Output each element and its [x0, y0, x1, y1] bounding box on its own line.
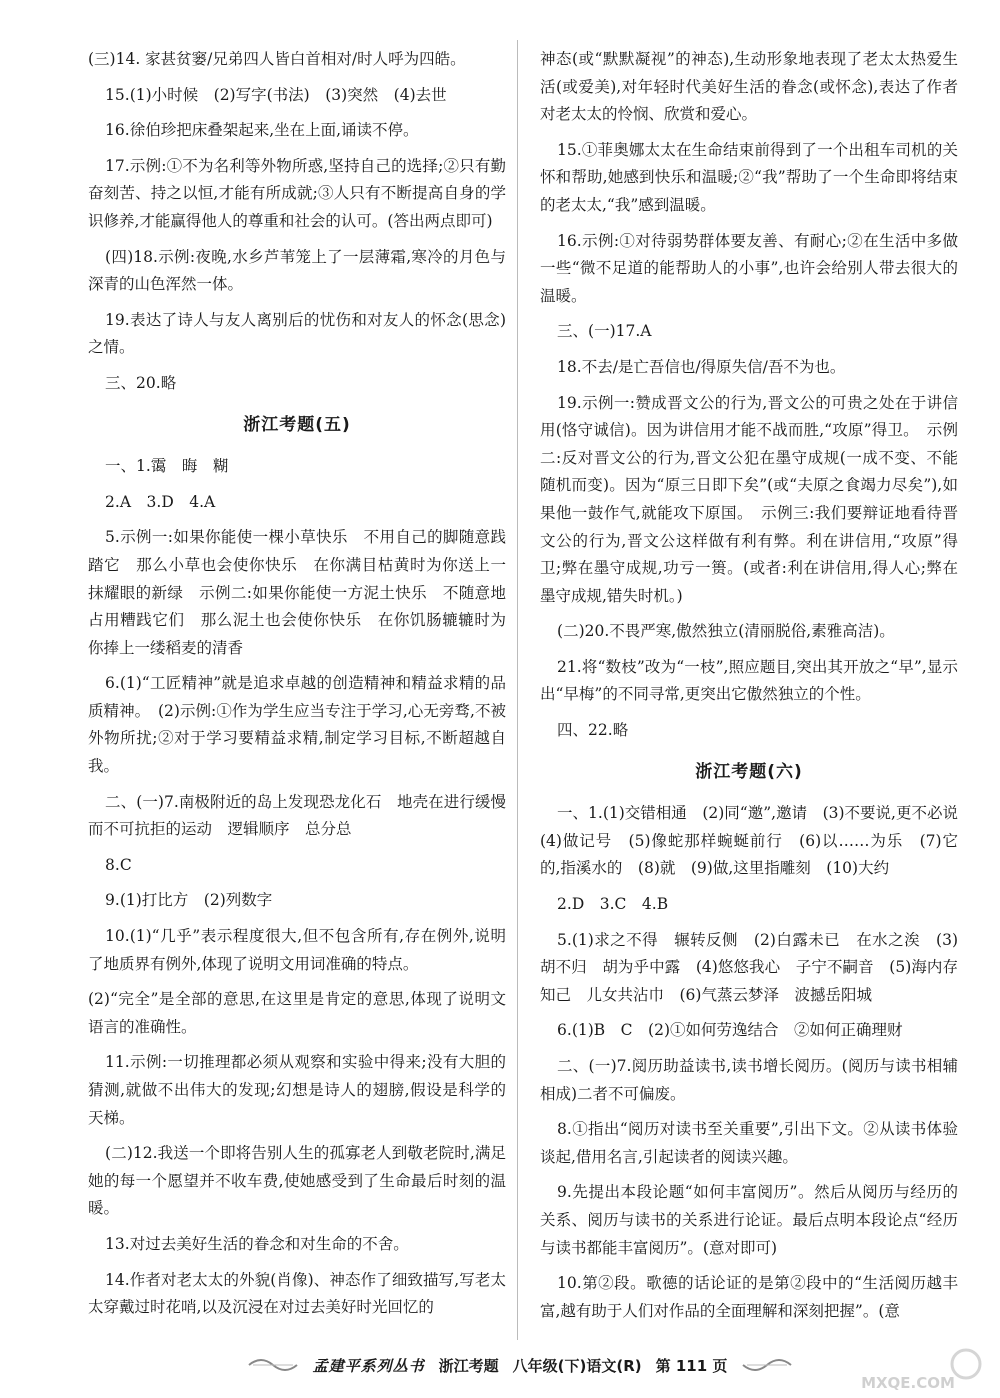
- answer-paragraph: 三、(一)17.A: [557, 322, 652, 341]
- answer-paragraph: 四、22.略: [557, 721, 629, 740]
- answer-paragraph: (四)18.示例:夜晚,水乡芦苇笼上了一层薄霜,寒冷的月色与深青的山色浑然一体。: [88, 247, 506, 294]
- right-column: [540, 46, 974, 1333]
- watermark-logo: [828, 1344, 988, 1394]
- page-number: 第 111 页: [655, 1356, 728, 1375]
- answer-paragraph: 二、(一)7.阅历助益读书,读书增长阅历。(阅历与读书相辅相成)二者不可偏废。: [540, 1057, 958, 1103]
- answer-paragraph: 8.C: [105, 855, 132, 874]
- answer-paragraph: 19.示例一:赞成晋文公的行为,晋文公的可贵之处在于讲信用(恪守诚信)。因为讲信用才能不战而胜,“攻原”得卫。 示例二:反对晋文公的行为,晋文公犯在墨守成规(一成不变、不能随机而变)。因为“原三日即下矣”(或“夫原之食竭力尽矣”),如果他一鼓作气,就能攻下原国。 示例三:我们要辩证地看待晋文公的行为,晋文公这样做有利有弊。利在讲信用,“攻原”得卫;弊在墨守成规,功亏一篑。(或者:利在讲信用,得人心;弊在墨守成规,错失时机。): [540, 393, 958, 605]
- answer-paragraph: 10.(1)“几乎”表示程度很大,但不包含所有,存在例外,说明了地质界有例外,体现了说明文用词准确的特点。: [88, 927, 506, 973]
- answer-paragraph: 21.将“数枝”改为“一枝”,照应题目,突出其开放之“早”,显示出“早梅”的不同寻常,更突出它傲然独立的个性。: [540, 657, 958, 704]
- answer-paragraph: (二)12.我送一个即将告别人生的孤寡老人到敬老院时,满足她的每一个愿望并不收车费,使她感受到了生命最后时刻的温暖。: [88, 1144, 506, 1218]
- answer-paragraph: 8.①指出“阅历对读书至关重要”,引出下文。②从读书体验谈起,借用名言,引起读者的阅读兴趣。: [540, 1120, 958, 1166]
- answer-paragraph: 二、(一)7.南极附近的岛上发现恐龙化石 地壳在进行缓慢而不可抗拒的运动 逻辑顺序 总分总: [88, 792, 506, 839]
- right-ornament-icon: [741, 1353, 793, 1377]
- section-title: 浙江考题(六): [695, 761, 803, 782]
- answer-paragraph: (二)20.不畏严寒,傲然独立(清丽脱俗,素雅高洁)。: [557, 622, 895, 641]
- answer-paragraph: 6.(1)“工匠精神”就是追求卓越的创造精神和精益求精的品质精神。 (2)示例:①作为学生应当专注于学习,心无旁骛,不被外物所扰;②对于学习要精益求精,制定学习目标,不断超越自我。: [88, 674, 506, 776]
- answer-paragraph: 11.示例:一切推理都必须从观察和实验中得来;没有大胆的猜测,就做不出伟大的发现;幻想是诗人的翅膀,假设是科学的天梯。: [88, 1053, 506, 1127]
- answer-paragraph: 神态(或“默默凝视”的神态),生动形象地表现了老太太热爱生活(或爱美),对年轻时代美好生活的眷念(或怀念),表达了作者对老太太的怜悯、欣赏和爱心。: [540, 50, 958, 124]
- column-divider: [517, 40, 518, 1340]
- answer-paragraph: 2.D 3.C 4.B: [557, 895, 669, 914]
- exam-name: 浙江考题: [438, 1356, 499, 1375]
- answer-paragraph: 6.(1)B C (2)①如何劳逸结合 ②如何正确理财: [557, 1021, 903, 1040]
- answer-paragraph: 10.第②段。歌德的话论证的是第②段中的“生活阅历越丰富,越有助于人们对作品的全面理解和深刻把握”。(意: [540, 1274, 958, 1320]
- answer-paragraph: 2.A 3.D 4.A: [105, 492, 216, 511]
- answer-paragraph: 一、1.霭 晦 糊: [105, 457, 229, 476]
- answer-paragraph: 15.(1)小时候 (2)写字(书法) (3)突然 (4)去世: [105, 85, 447, 104]
- answer-paragraph: 9.先提出本段论题“如何丰富阅历”。然后从阅历与经历的关系、阅历与读书的关系进行论证。最后点明本段论点“经历与读书都能丰富阅历”。(意对即可): [540, 1183, 958, 1257]
- left-column: [88, 46, 506, 1330]
- watermark-text: MXQE.COM: [861, 1374, 955, 1392]
- answer-paragraph: 三、20.略: [105, 373, 177, 392]
- series-name: 孟建平系列丛书: [312, 1356, 425, 1375]
- answer-paragraph: (2)“完全”是全部的意思,在这里是肯定的意思,体现了说明文语言的准确性。: [88, 990, 506, 1036]
- left-ornament-icon: [247, 1353, 299, 1377]
- answer-paragraph: (三)14. 家甚贫窭/兄弟四人皆白首相对/时人呼为四皓。: [88, 50, 466, 68]
- answer-paragraph: 16.示例:①对待弱势群体要友善、有耐心;②在生活中多做一些“微不足道的能帮助人的小事”,也许会给别人带去很大的温暖。: [540, 231, 958, 305]
- answer-paragraph: 5.(1)求之不得 辗转反侧 (2)白露未已 在水之涘 (3)胡不归 胡为乎中露 (4)悠悠我心 子宁不嗣音 (5)海内存知己 儿女共沾巾 (6)气蒸云梦泽 波撼岳阳城: [540, 930, 958, 1004]
- section-title: 浙江考题(五): [243, 414, 351, 435]
- answer-paragraph: 15.①菲奥娜太太在生命结束前得到了一个出租车司机的关怀和帮助,她感到快乐和温暖;②“我”帮助了一个生命即将结束的老太太,“我”感到温暖。: [540, 140, 958, 214]
- answer-paragraph: 16.徐伯珍把床叠架起来,坐在上面,诵读不停。: [105, 121, 419, 140]
- answer-paragraph: 一、1.(1)交错相通 (2)同“邀”,邀请 (3)不要说,更不必说 (4)做记号 (5)像蛇那样蜿蜒前行 (6)以……为乐 (7)它的,指溪水的 (8)就 (9)做,这里指雕刻 (10)大约: [540, 804, 974, 878]
- page-footer: [215, 1343, 825, 1387]
- answer-paragraph: 17.示例:①不为名利等外物所惑,坚持自己的选择;②只有勤奋刻苦、持之以恒,才能有所成就;③人只有不断提高自身的学识修养,才能赢得他人的尊重和社会的认可。(答出两点即可): [88, 156, 506, 230]
- answer-paragraph: 14.作者对老太太的外貌(肖像)、神态作了细致描写,写老太太穿戴过时花哨,以及沉浸在对过去美好时光回忆的: [88, 1270, 506, 1317]
- answer-paragraph: 9.(1)打比方 (2)列数字: [105, 891, 273, 910]
- answer-paragraph: 13.对过去美好生活的眷念和对生命的不舍。: [105, 1234, 409, 1253]
- answer-paragraph: 19.表达了诗人与友人离别后的忧伤和对友人的怀念(思念)之情。: [88, 310, 506, 357]
- grade-subject: 八年级(下)语文(R): [512, 1356, 642, 1375]
- answer-paragraph: 5.示例一:如果你能使一棵小草快乐 不用自己的脚随意践踏它 那么小草也会使你快乐 在你满目枯黄时为你送上一抹耀眼的新绿 示例二:如果你能使一方泥土快乐 不随意地占用糟践它们 那么泥土也会使你快乐 在你饥肠辘辘时为你捧上一缕稻麦的清香: [88, 528, 506, 657]
- answer-paragraph: 18.不去/是亡吾信也/得原失信/吾不为也。: [557, 357, 846, 376]
